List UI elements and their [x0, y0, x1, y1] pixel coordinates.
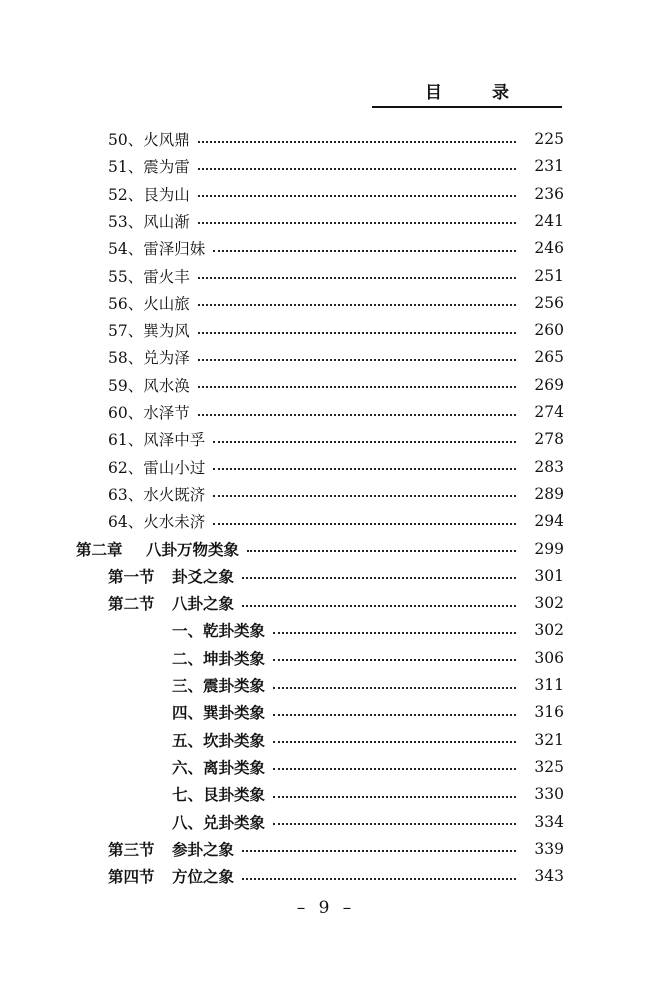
toc-entry-page: 274 — [534, 403, 564, 421]
subsection-label: 七、艮卦类象 — [172, 786, 266, 805]
toc-subsection[interactable] — [0, 645, 652, 671]
toc-entry-label: 59、风水涣 — [108, 376, 190, 395]
leader-dots — [198, 331, 516, 334]
leader-dots — [198, 194, 516, 197]
leader-dots — [213, 440, 516, 443]
leader-dots — [273, 658, 516, 661]
toc-entry[interactable] — [0, 426, 652, 452]
toc-entry[interactable] — [0, 235, 652, 261]
toc-entry[interactable] — [0, 454, 652, 480]
subsection-page: 330 — [534, 785, 564, 804]
toc-entry[interactable] — [0, 344, 652, 370]
leader-dots — [198, 221, 516, 224]
toc-entry[interactable] — [0, 508, 652, 534]
subsection-page: 321 — [534, 730, 564, 749]
toc-entry-label: 54、雷泽归妹 — [108, 240, 206, 259]
toc-entry-label: 53、风山渐 — [108, 212, 190, 231]
chapter-number: 第二章 — [76, 540, 123, 559]
toc-chapter[interactable] — [0, 536, 652, 562]
toc-entry-label: 61、风泽中孚 — [108, 431, 206, 450]
subsection-page: 311 — [534, 676, 564, 694]
subsection-label: 一、乾卦类象 — [172, 622, 266, 641]
subsection-page: 316 — [534, 703, 564, 722]
toc-subsection[interactable] — [0, 617, 652, 643]
toc-entry[interactable] — [0, 399, 652, 425]
subsection-label: 六、离卦类象 — [172, 758, 266, 777]
toc-entry[interactable] — [0, 317, 652, 343]
toc-entry[interactable] — [0, 372, 652, 398]
leader-dots — [213, 494, 516, 497]
leader-dots — [213, 249, 516, 252]
toc-entry-page: 289 — [534, 484, 564, 503]
toc-entry-label: 50、火风鼎 — [108, 131, 190, 149]
section-title: 方位之象 — [172, 868, 235, 887]
toc-entry-label: 62、雷山小过 — [108, 458, 206, 477]
toc-entry[interactable] — [0, 181, 652, 207]
toc-entry-label: 63、水火既济 — [108, 485, 206, 504]
subsection-label: 五、坎卦类象 — [172, 731, 266, 750]
toc-entry-page: 265 — [534, 348, 564, 367]
leader-dots — [242, 849, 516, 852]
leader-dots — [198, 413, 516, 416]
chapter-page: 299 — [534, 539, 564, 558]
toc-subsection[interactable] — [0, 781, 652, 807]
toc-section[interactable] — [0, 836, 652, 862]
leader-dots — [198, 385, 516, 388]
subsection-page: 325 — [534, 757, 564, 776]
leader-dots — [242, 576, 516, 579]
leader-dots — [198, 358, 516, 361]
toc-entry-page: 283 — [534, 457, 564, 476]
subsection-label: 二、坤卦类象 — [172, 649, 266, 668]
leader-dots — [273, 631, 516, 634]
toc-entry-page: 241 — [534, 211, 564, 230]
page-number-footer: – 9 – — [296, 898, 356, 918]
header-rule — [372, 106, 562, 108]
toc-entry-label: 58、兑为泽 — [108, 349, 190, 368]
toc-entry-page: 225 — [534, 130, 564, 148]
toc-entry-label: 64、火水未济 — [108, 513, 206, 532]
leader-dots — [198, 303, 516, 306]
subsection-page: 302 — [534, 621, 564, 640]
subsection-label: 八、兑卦类象 — [172, 813, 266, 832]
toc-section[interactable] — [0, 590, 652, 616]
toc-section[interactable] — [0, 563, 652, 589]
toc-entry-page: 294 — [534, 512, 564, 531]
section-number: 第一节 — [108, 567, 155, 586]
section-number: 第二节 — [108, 595, 155, 614]
section-page: 339 — [534, 839, 564, 858]
toc-entry[interactable] — [0, 263, 652, 289]
toc-entry-page: 256 — [534, 293, 564, 312]
toc-entry-page: 231 — [534, 157, 564, 176]
toc-subsection[interactable] — [0, 754, 652, 780]
page-header-title: 目 录 — [425, 83, 531, 103]
toc-entry-page: 246 — [534, 239, 564, 258]
section-title: 八卦之象 — [172, 595, 235, 614]
toc-entry-label: 60、水泽节 — [108, 404, 190, 422]
leader-dots — [273, 767, 516, 770]
toc-entry-label: 57、巽为风 — [108, 322, 190, 341]
subsection-label: 四、巽卦类象 — [172, 704, 266, 723]
toc-entry-page: 236 — [534, 184, 564, 203]
leader-dots — [213, 522, 516, 525]
section-number: 第三节 — [108, 840, 155, 859]
section-number: 第四节 — [108, 868, 155, 887]
section-page: 302 — [534, 594, 564, 613]
leader-dots — [242, 877, 516, 880]
toc-entry-label: 56、火山旅 — [108, 294, 190, 313]
toc-entry-page: 260 — [534, 321, 564, 340]
subsection-label: 三、震卦类象 — [172, 677, 266, 695]
leader-dots — [198, 167, 516, 170]
leader-dots — [273, 822, 516, 825]
leader-dots — [242, 604, 516, 607]
toc-entry-page: 278 — [534, 430, 564, 449]
toc-entry[interactable] — [0, 208, 652, 234]
subsection-page: 334 — [534, 812, 564, 831]
leader-dots — [273, 795, 516, 798]
leader-dots — [247, 549, 516, 552]
toc-subsection[interactable] — [0, 809, 652, 835]
chapter-title: 八卦万物类象 — [146, 540, 240, 559]
toc-section[interactable] — [0, 863, 652, 889]
toc-entry[interactable] — [0, 481, 652, 507]
section-page: 343 — [534, 867, 564, 886]
toc-entry-page: 251 — [534, 266, 564, 285]
toc-entry-label: 52、艮为山 — [108, 185, 190, 204]
toc-entry[interactable] — [0, 126, 652, 152]
toc-subsection[interactable] — [0, 699, 652, 725]
section-title: 卦爻之象 — [172, 567, 235, 586]
toc-entry-page: 269 — [534, 375, 564, 394]
leader-dots — [273, 740, 516, 743]
leader-dots — [198, 276, 516, 279]
toc-entry[interactable] — [0, 153, 652, 179]
section-page: 301 — [534, 566, 564, 585]
toc-entry[interactable] — [0, 290, 652, 316]
leader-dots — [198, 140, 516, 143]
subsection-page: 306 — [534, 648, 564, 667]
toc-subsection[interactable] — [0, 727, 652, 753]
toc-entry-label: 51、震为雷 — [108, 158, 190, 177]
leader-dots — [213, 467, 516, 470]
leader-dots — [273, 686, 516, 689]
toc-subsection[interactable] — [0, 672, 652, 698]
toc-entry-label: 55、雷火丰 — [108, 267, 190, 286]
section-title: 参卦之象 — [172, 840, 235, 859]
leader-dots — [273, 713, 516, 716]
